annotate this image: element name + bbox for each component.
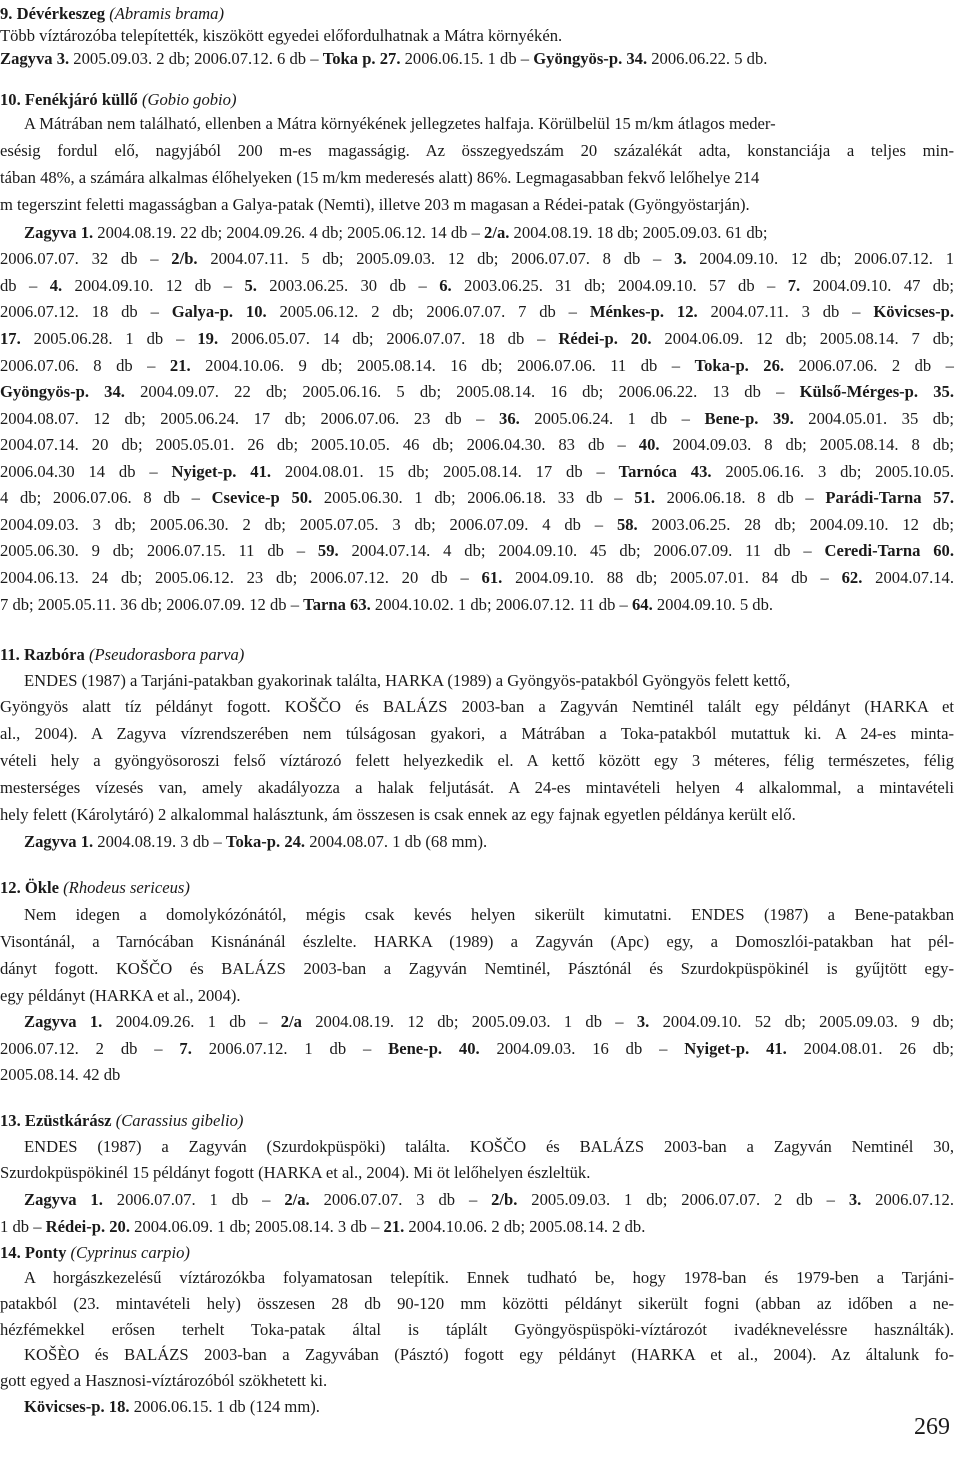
species-heading: 11. Razbóra (Pseudorasbora parva) bbox=[0, 645, 245, 664]
text-line: egy példányt (HARKA et al., 2004). bbox=[0, 986, 241, 1005]
text-line: 2006.07.07. 32 db – 2/b. 2004.07.11. 5 db; 2005.09.03. 12 db; 2006.07.07. 8 db – 3. 2004.09.10. 12 db; 2006.07.12. 1 bbox=[0, 249, 954, 268]
text-line: 2005.08.14. 42 db bbox=[0, 1065, 121, 1084]
text-line: tában 48%, a számára alkalmas élőhelyeken (15 m/km mederesés alatt) 86%. Legmagasabban fekvő lelőhelye 214 bbox=[0, 168, 760, 187]
text-line: 7 db; 2005.05.11. 36 db; 2006.07.09. 12 db – Tarna 63. 2004.10.02. 1 db; 2006.07.12. 11 db – 64. 2004.09.10. 5 db. bbox=[0, 595, 774, 614]
text-line: 2005.06.30. 9 db; 2006.07.15. 11 db – 59. 2004.07.14. 4 db; 2004.09.10. 45 db; 2006.07.09. 11 db – Ceredi-Tarna 60. bbox=[0, 541, 954, 560]
text-line: al., 2004). A Zagyva vízrendszerében nem túlságosan gyakori, a Mátrában a Toka-patakból mutattuk ki. A 24-es minta- bbox=[0, 724, 954, 743]
text-line: mesterséges vízesés van, amely akadályozza a halak feljutását. A 24-es mintavételi helyen 4 alkalommal, a mintavételi bbox=[0, 778, 954, 797]
text-line: 4 db; 2006.07.06. 8 db – Csevice-p 50. 2005.06.30. 1 db; 2006.06.18. 33 db – 51. 2006.06.18. 8 db – Parádi-Tarna 57. bbox=[0, 488, 955, 507]
text-line: Zagyva 3. 2005.09.03. 2 db; 2006.07.12. 6 db – Toka p. 27. 2006.06.15. 1 db – Gyöngyös-p. 34. 2006.06.22. 5 db. bbox=[0, 49, 768, 68]
text-line: Zagyva 1. 2004.08.19. 22 db; 2004.09.26. 4 db; 2005.06.12. 14 db – 2/a. 2004.08.19. 18 db; 2005.09.03. 61 db; bbox=[24, 223, 768, 242]
text-line: m tegerszint feletti magasságban a Galya-patak (Nemti), illetve 203 m magasan a Rédei-patak (Gyöngyöstarján). bbox=[0, 195, 750, 214]
text-line: A horgászkezelésű víztározókba folyamatosan telepítik. Ennek tudható be, hogy 1978-ban és 1979-ben a Tarjáni- bbox=[24, 1268, 954, 1287]
text-line: 2006.04.30 14 db – Nyiget-p. 41. 2004.08.01. 15 db; 2005.08.14. 17 db – Tarnóca 43. 2005.06.16. 3 db; 2005.10.05. bbox=[0, 462, 954, 481]
page-number: 269 bbox=[914, 1414, 950, 1440]
text-line: 2004.06.13. 24 db; 2005.06.12. 23 db; 2006.07.12. 20 db – 61. 2004.09.10. 88 db; 2005.07.01. 84 db – 62. 2004.07.14. bbox=[0, 568, 954, 587]
text-line: esésig fordul elő, nagyjából 200 m-es magasságig. Az összegyedszám 20 százalékát adta, konstanciája a teljes min- bbox=[0, 141, 954, 160]
text-line: hézfémekkel erősen terhelt Toka-patak által is táplált Gyöngyöspüspöki-víztározót ivadékneveléssre használták). bbox=[0, 1320, 954, 1339]
species-heading: 13. Ezüstkárász (Carassius gibelio) bbox=[0, 1111, 244, 1130]
text-line: Zagyva 1. 2004.08.19. 3 db – Toka-p. 24. 2004.08.07. 1 db (68 mm). bbox=[24, 832, 488, 851]
text-line: gott egyed a Hasznosi-víztározóból szökhetett ki. bbox=[0, 1371, 328, 1390]
text-line: Nem idegen a domolykózónától, mégis csak kevés helyen sikerült kimutatni. ENDES (1987) a Bene-patakban bbox=[24, 905, 954, 924]
species-heading: 9. Dévérkeszeg (Abramis brama) bbox=[0, 4, 224, 23]
text-line: ENDES (1987) a Tarjáni-patakban gyakorinak találta, HARKA (1989) a Gyöngyös-patakból Gyöngyös felett kettő, bbox=[24, 671, 791, 690]
text-line: Gyöngyös-p. 34. 2004.09.07. 22 db; 2005.06.16. 5 db; 2005.08.14. 16 db; 2006.06.22. 13 db – Külső-Mérges-p. 35. bbox=[0, 382, 954, 401]
text-line: 17. 2005.06.28. 1 db – 19. 2006.05.07. 14 db; 2006.07.07. 18 db – Rédei-p. 20. 2004.06.09. 12 db; 2005.08.14. 7 db; bbox=[0, 329, 954, 348]
text-line: 2006.07.06. 8 db – 21. 2004.10.06. 9 db; 2005.08.14. 16 db; 2006.07.06. 11 db – Toka-p. 26. 2006.07.06. 2 db – bbox=[0, 356, 954, 375]
text-line: 2004.08.07. 12 db; 2005.06.24. 17 db; 2006.07.06. 23 db – 36. 2005.06.24. 1 db – Bene-p. 39. 2004.05.01. 35 db; bbox=[0, 409, 954, 428]
species-heading: 12. Ökle (Rhodeus sericeus) bbox=[0, 878, 190, 897]
text-line: KOŠÈO és BALÁZS 2003-ban a Zagyvában (Pásztó) fogott egy példányt (HARKA et al., 2004). Az általunk fo- bbox=[24, 1345, 954, 1364]
text-line: Több víztározóba telepítették, kiszökött egyedei előfordulhatnak a Mátra környékén. bbox=[0, 26, 563, 45]
text-line: Visontánál, a Tarnócában Kisnánánál észlelte. HARKA (1989) a Zagyván (Apc) egy, a Domoszlói-patakban hat pél- bbox=[0, 932, 954, 951]
text-line: Szurdokpüspökinél 15 példányt fogott (HARKA et al., 2004). Mi öt lelőhelyen észleltük. bbox=[0, 1163, 591, 1182]
species-heading: 10. Fenékjáró küllő (Gobio gobio) bbox=[0, 90, 237, 109]
text-line: Gyöngyös alatt tíz példányt fogott. KOŠČO és BALÁZS 2003-ban a Zagyván Nemtinél talált egy példányt (HARKA et bbox=[0, 697, 954, 716]
text-line: 2004.09.03. 3 db; 2005.06.30. 2 db; 2005.07.05. 3 db; 2006.07.09. 4 db – 58. 2003.06.25. 28 db; 2004.09.10. 12 db; bbox=[0, 515, 954, 534]
text-line: ENDES (1987) a Zagyván (Szurdokpüspöki) találta. KOŠČO és BALÁZS 2003-ban a Zagyván Nemtinél 30, bbox=[24, 1137, 954, 1156]
species-heading: 14. Ponty (Cyprinus carpio) bbox=[0, 1243, 190, 1262]
text-line: Zagyva 1. 2004.09.26. 1 db – 2/a 2004.08.19. 12 db; 2005.09.03. 1 db – 3. 2004.09.10. 52 db; 2005.09.03. 9 db; bbox=[24, 1012, 954, 1031]
text-line: vételi hely a gyöngyösoroszi felső víztározó felett helyezkedik el. A kettő között egy 3 méteres, félig természetes, félig bbox=[0, 751, 954, 770]
text-line: patakból (23. mintavételi hely) összesen 28 db 90-120 mm közötti példányt sikerült fogni (abban az időben a ne- bbox=[0, 1294, 954, 1313]
text-line: 2004.07.14. 20 db; 2005.05.01. 26 db; 2005.10.05. 46 db; 2006.04.30. 83 db – 40. 2004.09.03. 8 db; 2005.08.14. 8 db; bbox=[0, 435, 954, 454]
text-line: hely felett (Károlytáró) 2 alkalommal halásztunk, ám összesen is csak ennek az egy fajnak egyetlen példánya került elő. bbox=[0, 805, 796, 824]
text-line: 2006.07.12. 2 db – 7. 2006.07.12. 1 db – Bene-p. 40. 2004.09.03. 16 db – Nyiget-p. 41. 2004.08.01. 26 db; bbox=[0, 1039, 954, 1058]
text-line: 1 db – Rédei-p. 20. 2004.06.09. 1 db; 2005.08.14. 3 db – 21. 2004.10.06. 2 db; 2005.08.14. 2 db. bbox=[0, 1217, 646, 1236]
text-line: dányt fogott. KOŠČO és BALÁZS 2003-ban a Zagyván Nemtinél, Pásztónál és Szurdokpüspökinél is gyűjtött egy- bbox=[0, 959, 954, 978]
text-line: 2006.07.12. 18 db – Galya-p. 10. 2005.06.12. 2 db; 2006.07.07. 7 db – Ménkes-p. 12. 2004.07.11. 3 db – Kövicses-p. bbox=[0, 302, 954, 321]
text-line: Kövicses-p. 18. 2006.06.15. 1 db (124 mm). bbox=[24, 1397, 320, 1416]
text-line: A Mátrában nem található, ellenben a Mátra környékének jellegzetes halfaja. Körülbelül 15 m/km átlagos meder- bbox=[24, 114, 776, 133]
text-line: db – 4. 2004.09.10. 12 db – 5. 2003.06.25. 30 db – 6. 2003.06.25. 31 db; 2004.09.10. 57 db – 7. 2004.09.10. 47 db; bbox=[0, 276, 955, 295]
text-line: Zagyva 1. 2006.07.07. 1 db – 2/a. 2006.07.07. 3 db – 2/b. 2005.09.03. 1 db; 2006.07.07. 2 db – 3. 2006.07.12. bbox=[24, 1190, 955, 1209]
